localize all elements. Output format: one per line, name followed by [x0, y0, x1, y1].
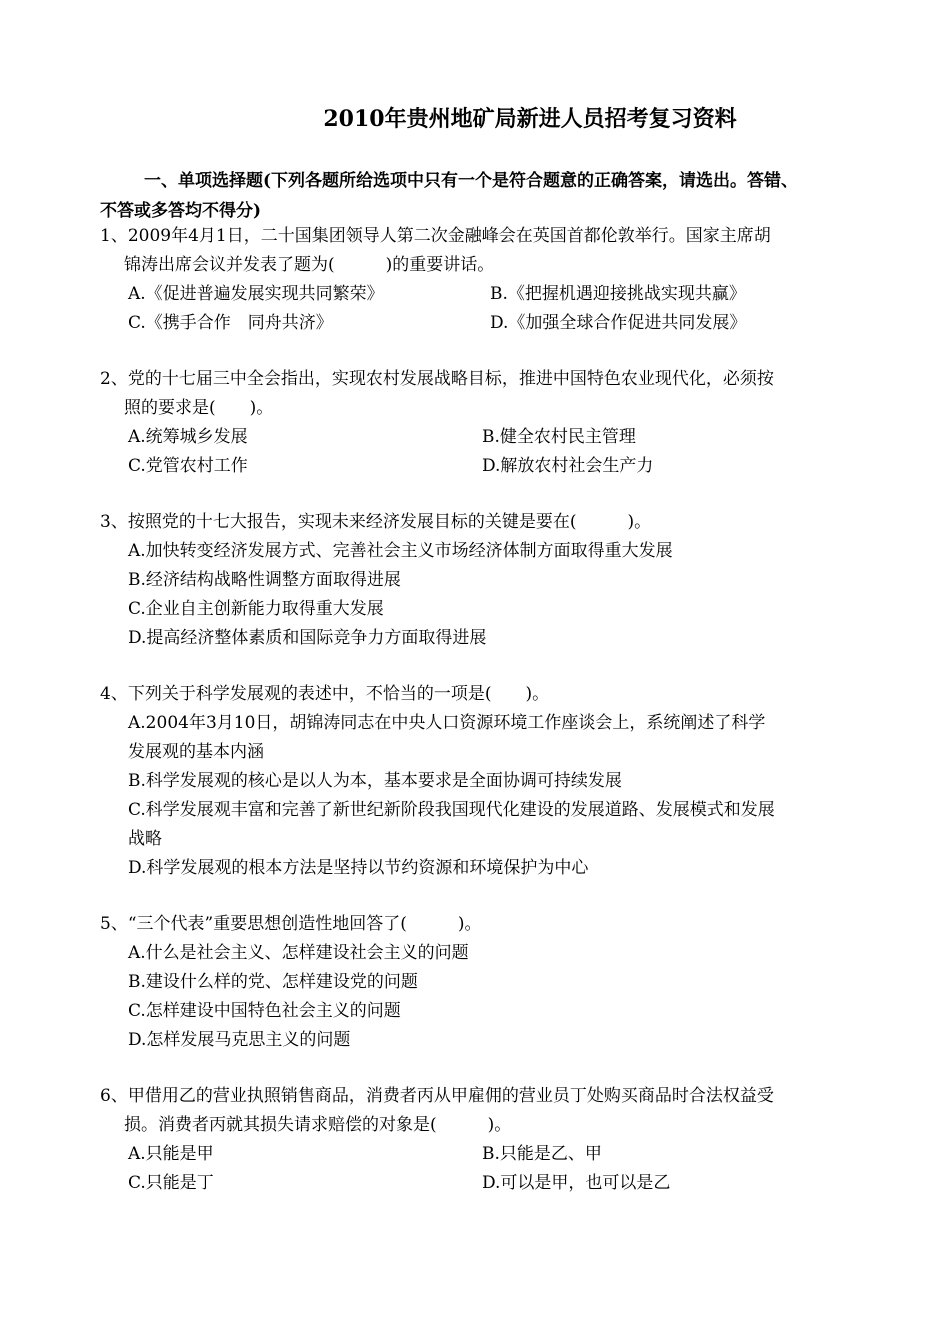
- option-c-continued: 战略: [128, 829, 162, 849]
- option-b: B.健全农村民主管理: [482, 427, 636, 447]
- option-d: D.可以是甲，也可以是乙: [482, 1173, 671, 1193]
- option-c: C.怎样建设中国特色社会主义的问题: [128, 1001, 401, 1021]
- option-c: C.只能是丁: [128, 1173, 214, 1193]
- option-d: D.怎样发展马克思主义的问题: [128, 1030, 351, 1050]
- question-1: [100, 222, 870, 338]
- stem-line: 6、甲借用乙的营业执照销售商品，消费者丙从甲雇佣的营业员丁处购买商品时合法权益受: [100, 1086, 774, 1106]
- option-b: B.只能是乙、甲: [482, 1144, 602, 1164]
- question-2: [100, 365, 870, 481]
- stem-line: 3、按照党的十七大报告，实现未来经济发展目标的关键是要在( )。: [100, 512, 652, 532]
- option-a: A.只能是甲: [128, 1144, 214, 1164]
- stem-line: 2、党的十七届三中全会指出，实现农村发展战略目标，推进中国特色农业现代化，必须按: [100, 369, 774, 389]
- stem-line: 锦涛出席会议并发表了题为( )的重要讲话。: [124, 255, 495, 275]
- option-c: C.企业自主创新能力取得重大发展: [128, 599, 384, 619]
- option-c: C.科学发展观丰富和完善了新世纪新阶段我国现代化建设的发展道路、发展模式和发展: [128, 800, 775, 820]
- page-title: 2010年贵州地矿局新进人员招考复习资料: [323, 106, 737, 132]
- option-a-continued: 发展观的基本内涵: [128, 742, 264, 762]
- question-6: [100, 1082, 870, 1198]
- section-header-line: 不答或多答均不得分): [100, 201, 262, 221]
- option-a: A.什么是社会主义、怎样建设社会主义的问题: [128, 943, 469, 963]
- option-b: B.《把握机遇迎接挑战实现共赢》: [490, 284, 746, 304]
- option-d: D.《加强全球合作促进共同发展》: [490, 313, 747, 333]
- section-header: [100, 166, 890, 226]
- stem-line: 照的要求是( )。: [124, 398, 274, 418]
- stem-line: 5、“三个代表”重要思想创造性地回答了( )。: [100, 914, 482, 934]
- question-3: [100, 508, 870, 653]
- question-stem: [100, 222, 870, 280]
- option-d: D.科学发展观的根本方法是坚持以节约资源和环境保护为中心: [128, 858, 589, 878]
- stem-line: 损。消费者丙就其损失请求赔偿的对象是( )。: [124, 1115, 512, 1135]
- section-header-line: 一、单项选择题(下列各题所给选项中只有一个是符合题意的正确答案，请选出。答错、: [144, 171, 799, 191]
- option-d: D.提高经济整体素质和国际竞争力方面取得进展: [128, 628, 487, 648]
- question-stem: [100, 680, 870, 709]
- question-stem: [100, 910, 870, 939]
- option-a: A.2004年3月10日，胡锦涛同志在中央人口资源环境工作座谈会上，系统阐述了科学: [128, 713, 766, 733]
- question-stem: [100, 508, 870, 537]
- option-b: B.建设什么样的党、怎样建设党的问题: [128, 972, 418, 992]
- question-stem: [100, 365, 870, 423]
- question-5: [100, 910, 870, 1055]
- option-a: A.统筹城乡发展: [128, 427, 248, 447]
- option-c: C.党管农村工作: [128, 456, 248, 476]
- option-a: A.加快转变经济发展方式、完善社会主义市场经济体制方面取得重大发展: [128, 541, 673, 561]
- question-4: [100, 680, 870, 883]
- question-stem: [100, 1082, 870, 1140]
- option-b: B.科学发展观的核心是以人为本，基本要求是全面协调可持续发展: [128, 771, 622, 791]
- option-c: C.《携手合作 同舟共济》: [128, 313, 333, 333]
- option-a: A.《促进普遍发展实现共同繁荣》: [128, 284, 384, 304]
- option-d: D.解放农村社会生产力: [482, 456, 654, 476]
- stem-line: 1、2009年4月1日，二十国集团领导人第二次金融峰会在英国首都伦敦举行。国家主席胡: [100, 226, 771, 246]
- stem-line: 4、下列关于科学发展观的表述中，不恰当的一项是( )。: [100, 684, 550, 704]
- option-b: B.经济结构战略性调整方面取得进展: [128, 570, 401, 590]
